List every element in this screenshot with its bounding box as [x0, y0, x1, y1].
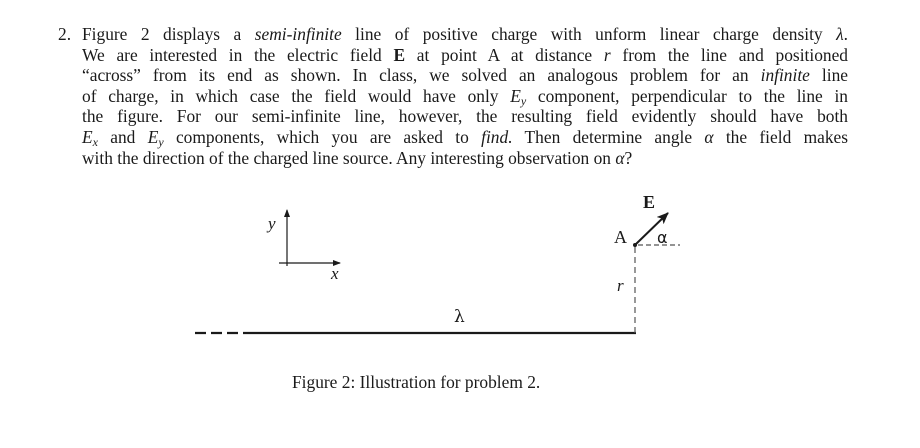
field-e-label: E: [643, 192, 656, 212]
figure-caption: Figure 2: Illustration for problem 2.: [292, 372, 541, 392]
problem-line-6: $E_x$ and $E_y$ components, which you are asked to find. Then determine angle α the field makes: [82, 126, 848, 149]
semi-infinite-charged-line: [195, 307, 636, 333]
problem-line-2: We are interested in the electric field E at point A at distance r from the line and positioned: [82, 44, 848, 65]
problem-line-5: the figure. For our semi-infinite line, however, the resulting field evidently should have both: [82, 106, 848, 127]
problem-number: 2.: [58, 24, 72, 44]
y-axis-label: y: [268, 214, 276, 233]
problem-line-1: Figure 2 displays a semi-infinite line of positive charge with unform linear charge density λ.: [82, 24, 849, 44]
problem-line-4: of charge, in which case the field would have only $E_y$ component, perpendicular to the line in: [82, 85, 849, 108]
lambda-label: λ: [454, 307, 465, 327]
distance-r-label: r: [617, 276, 624, 295]
x-axis-label: x: [331, 264, 339, 283]
problem-line-3: “across” from its end as shown. In class, we solved an analogous problem for an infinite line: [82, 65, 848, 86]
angle-alpha-label: α: [657, 228, 668, 247]
coordinate-axes: [266, 210, 340, 283]
point-a-label: A: [614, 227, 627, 247]
problem-line-7: with the direction of the charged line source. Any interesting observation on α?: [82, 147, 633, 168]
